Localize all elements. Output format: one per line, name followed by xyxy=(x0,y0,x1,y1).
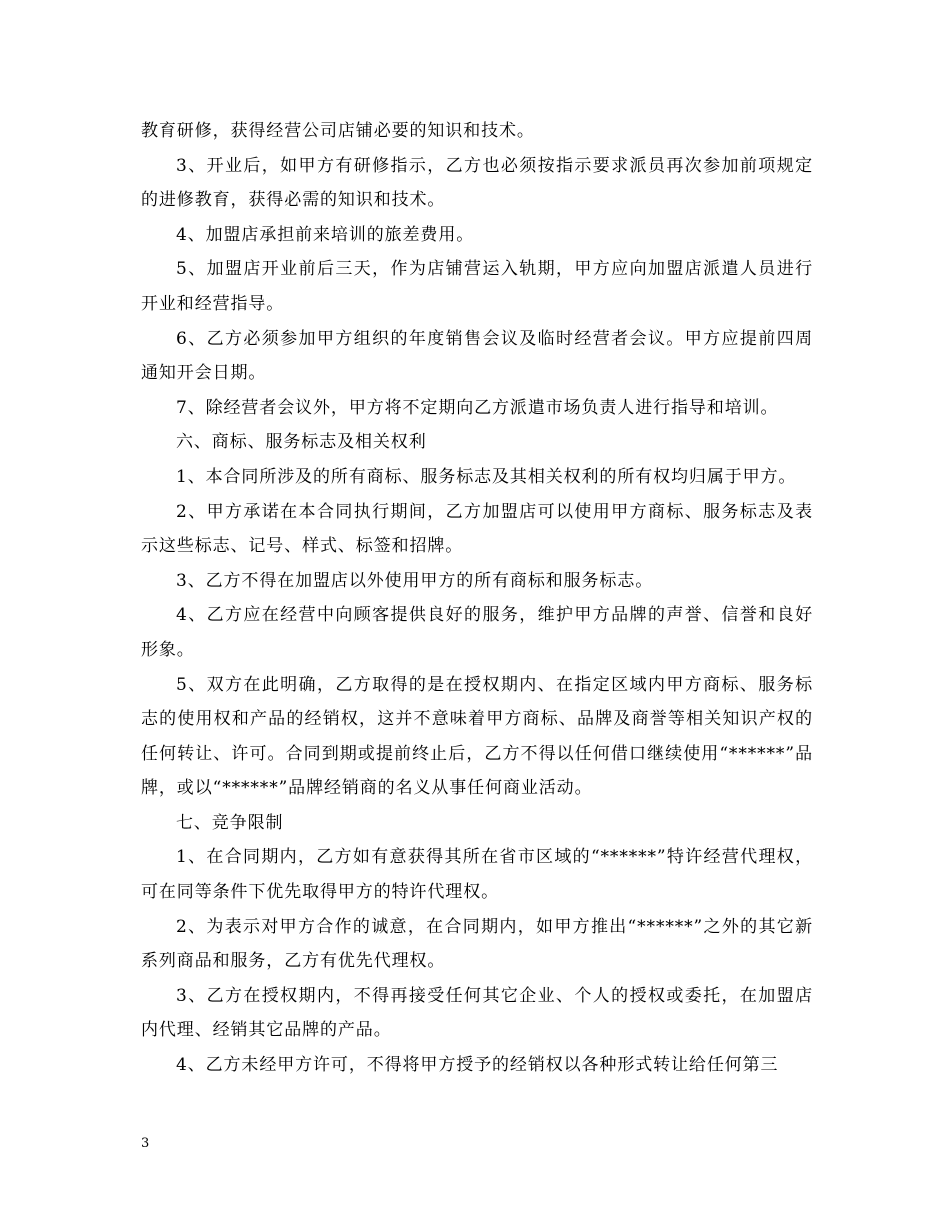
paragraph-trademark-clause-3: 3、乙方不得在加盟店以外使用甲方的所有商标和服务标志。 xyxy=(176,570,654,591)
paragraph-training-clause-5: 5、加盟店开业前后三天，作为店铺营运入轨期，甲方应向加盟店派遣人员进行开业和经营指导。 xyxy=(141,259,813,314)
section-heading-competition: 七、竞争限制 xyxy=(176,812,284,833)
paragraph-training-clause-4: 4、加盟店承担前来培训的旅差费用。 xyxy=(176,224,475,245)
paragraph-trademark-clause-5: 5、双方在此明确，乙方取得的是在授权期内、在指定区域内甲方商标、服务标志的使用权和产品的经销权，这并不意味着甲方商标、品牌及商誉等相关知识产权的任何转让、许可。合同到期或提前终止后，乙方不得以任何借口继续使用“******”品牌，或以“******”品牌经销商的名义从事任何商业活动。 xyxy=(141,674,813,799)
paragraph-competition-clause-4: 4、乙方未经甲方许可，不得将甲方授予的经销权以各种形式转让给任何第三 xyxy=(176,1055,779,1076)
paragraph-trademark-clause-4: 4、乙方应在经营中向顾客提供良好的服务，维护甲方品牌的声誉、信誉和良好形象。 xyxy=(141,605,813,660)
paragraph-continuation: 教育研修，获得经营公司店铺必要的知识和技术。 xyxy=(141,121,535,141)
page-number: 3 xyxy=(141,1136,150,1151)
paragraph-competition-clause-3: 3、乙方在授权期内，不得再接受任何其它企业、个人的授权或委托，在加盟店内代理、经销其它品牌的产品。 xyxy=(141,985,813,1041)
body-text xyxy=(141,114,813,1083)
paragraph-training-clause-7: 7、除经营者会议外，甲方将不定期向乙方派遣市场负责人进行指导和培训。 xyxy=(176,397,779,418)
paragraph-trademark-clause-1: 1、本合同所涉及的所有商标、服务标志及其相关权利的所有权均归属于甲方。 xyxy=(176,466,797,487)
section-heading-trademark: 六、商标、服务标志及相关权利 xyxy=(176,432,427,453)
paragraph-trademark-clause-2: 2、甲方承诺在本合同执行期间，乙方加盟店可以使用甲方商标、服务标志及表示这些标志、记号、样式、标签和招牌。 xyxy=(141,501,813,557)
paragraph-competition-clause-2: 2、为表示对甲方合作的诚意，在合同期内，如甲方推出“******”之外的其它新系列商品和服务，乙方有优先代理权。 xyxy=(141,916,813,972)
paragraph-competition-clause-1: 1、在合同期内，乙方如有意获得其所在省市区域的“******”特许经营代理权，可在同等条件下优先取得甲方的特许代理权。 xyxy=(141,847,813,903)
paragraph-training-clause-3: 3、开业后，如甲方有研修指示，乙方也必须按指示要求派员再次参加前项规定的进修教育，获得必需的知识和技术。 xyxy=(141,155,813,211)
paragraph-training-clause-6: 6、乙方必须参加甲方组织的年度销售会议及临时经营者会议。甲方应提前四周通知开会日期。 xyxy=(141,328,813,384)
